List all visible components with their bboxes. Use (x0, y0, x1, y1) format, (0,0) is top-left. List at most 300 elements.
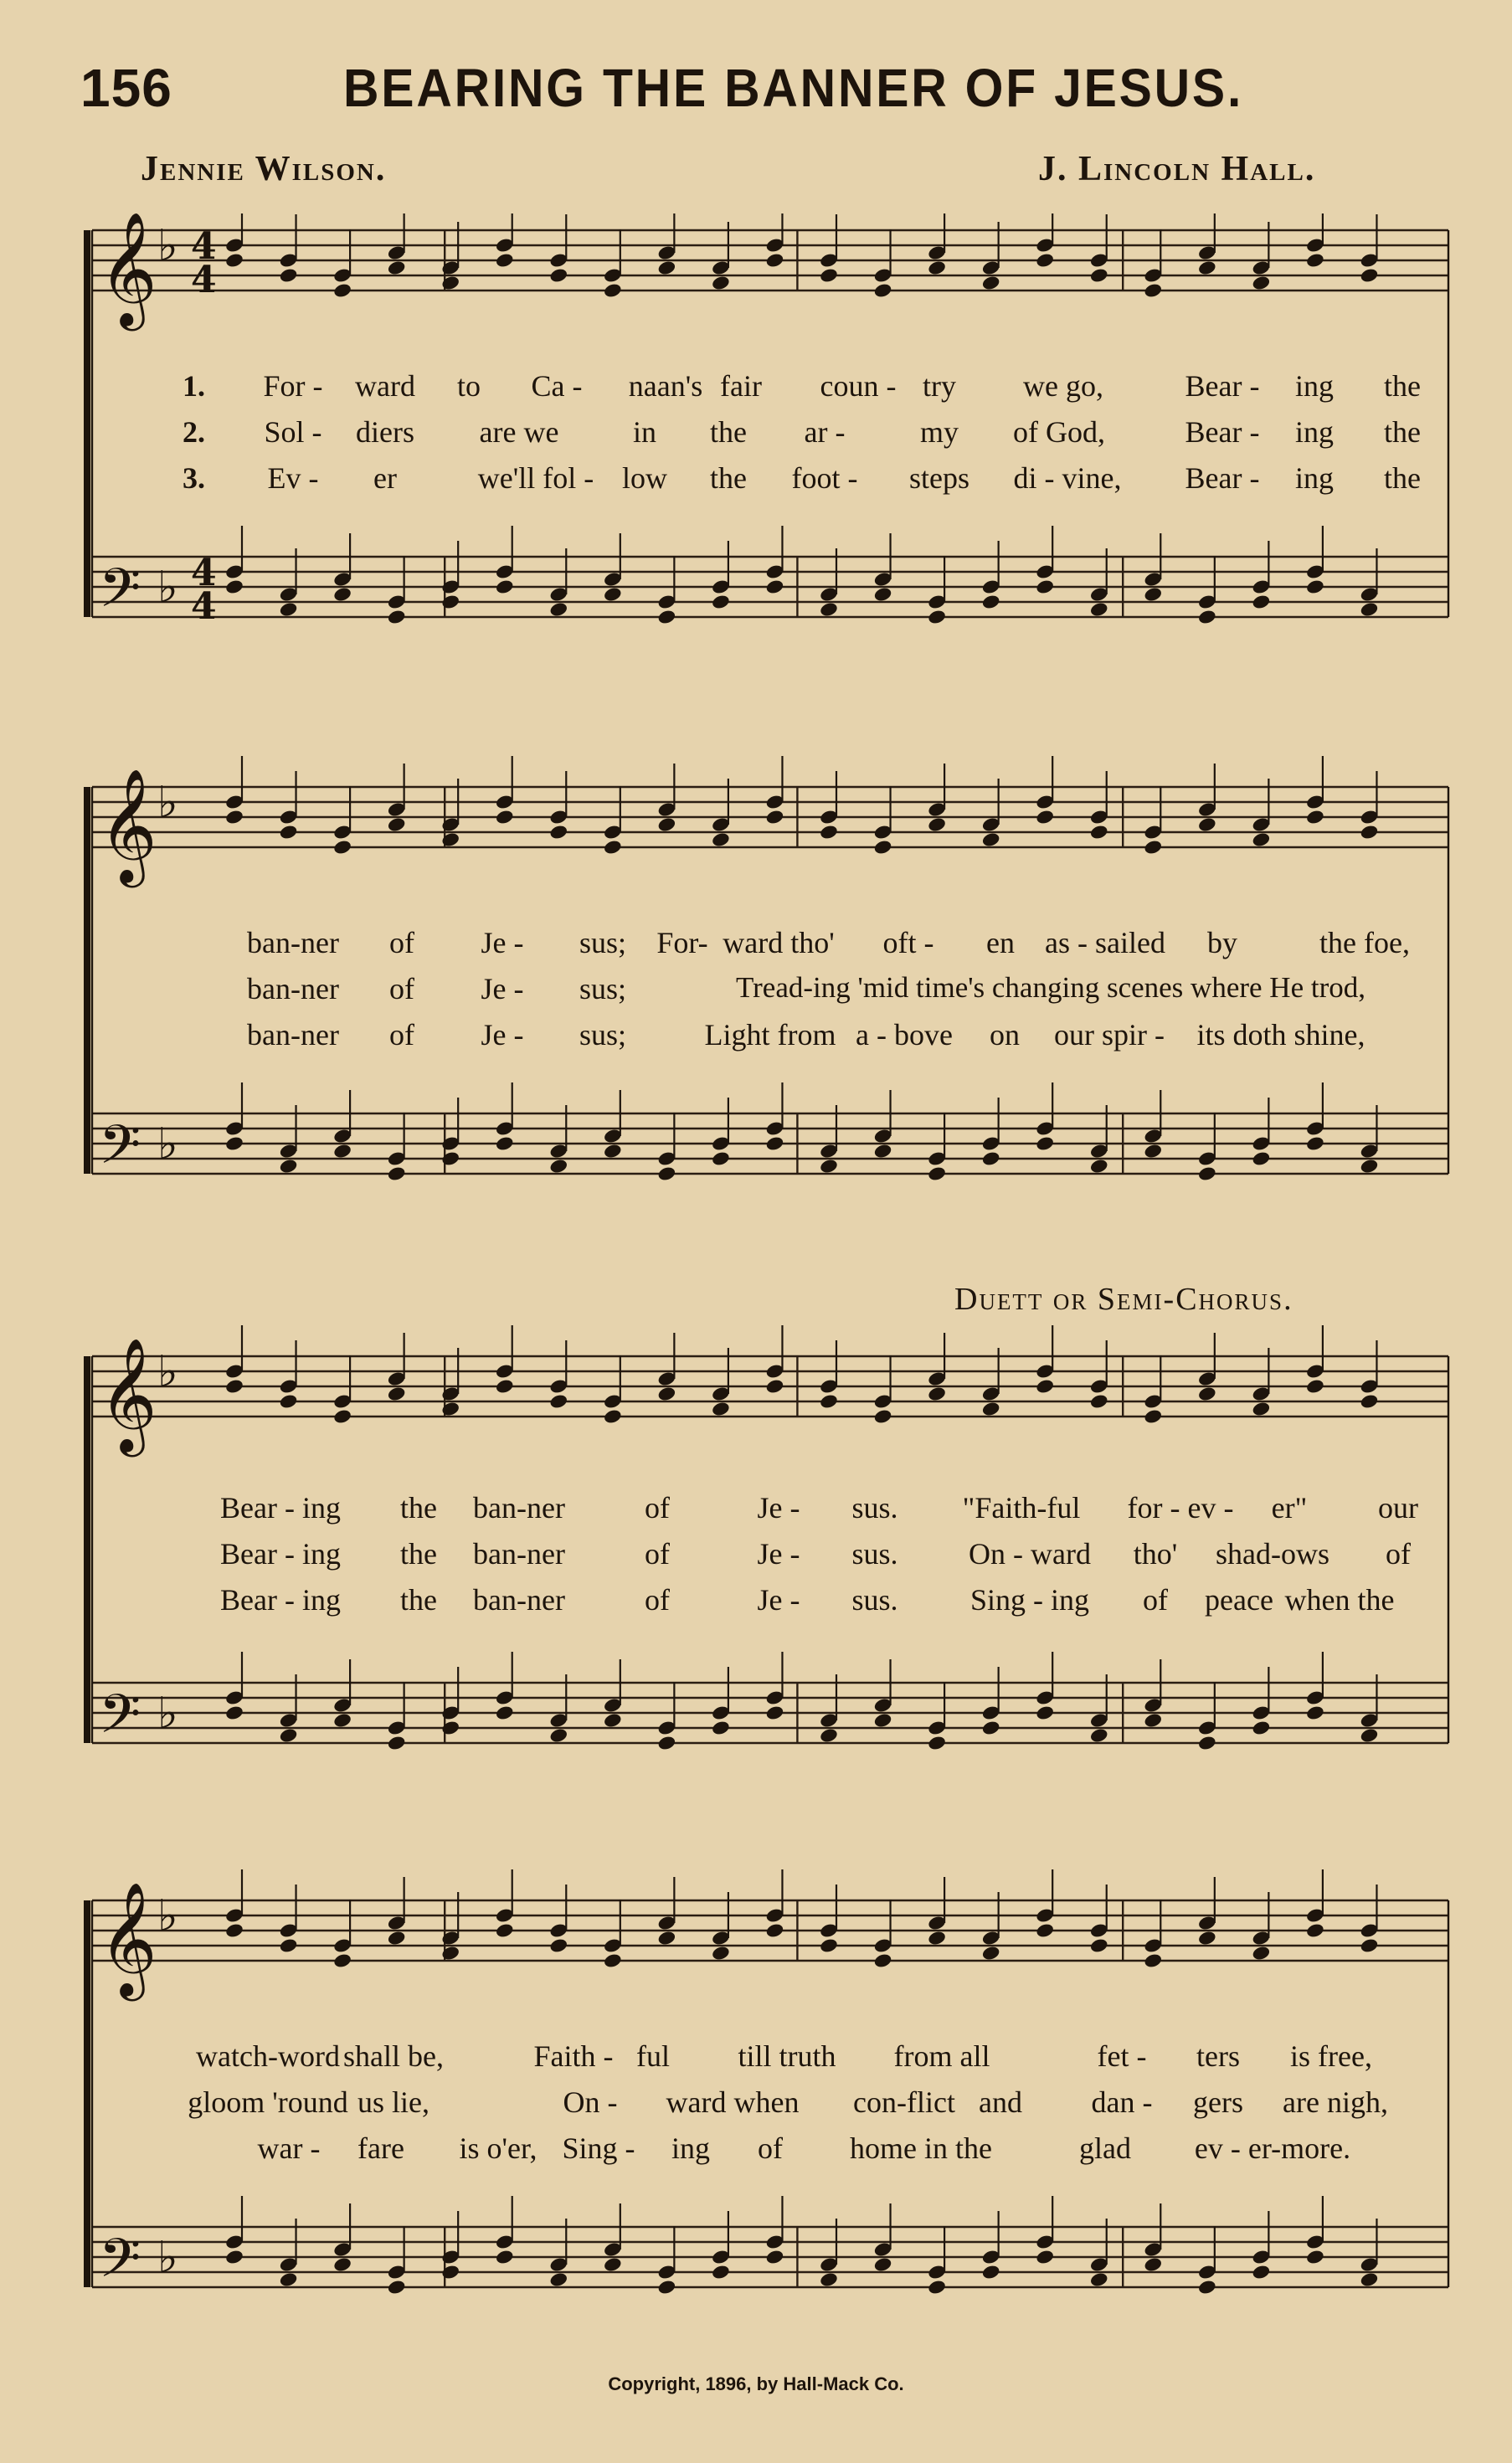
key-signature-flat-icon: ♭ (157, 1689, 178, 1739)
note-head (224, 809, 244, 825)
lyric-syllable: On - ward (969, 1537, 1091, 1571)
lyric-syllable: Bear - (1185, 461, 1260, 495)
lyric-syllable: steps (909, 461, 969, 495)
note-head (1197, 1165, 1217, 1182)
treble-clef-icon: 𝄞 (99, 767, 157, 882)
note-head (495, 252, 515, 269)
note-head (657, 816, 677, 833)
note-head (657, 2279, 677, 2296)
lyric-syllable: fair (720, 369, 762, 403)
lyric-syllable: sus; (579, 972, 627, 1005)
key-signature-flat-icon: ♭ (157, 221, 178, 271)
lyric-syllable: oft - (882, 926, 934, 959)
note-head (1089, 824, 1109, 841)
lyric-syllable: watch-word (196, 2039, 340, 2073)
lyric-syllable: home in the (850, 2131, 992, 2165)
note-head (981, 594, 1001, 610)
note-head (1089, 267, 1109, 284)
note-head (548, 1727, 568, 1744)
note-head (711, 594, 731, 610)
lyric-syllable: us lie, (357, 2085, 429, 2119)
note-head (279, 1727, 299, 1744)
lyric-syllable: sus. (851, 1537, 898, 1571)
lyric-syllable: are we (479, 415, 559, 449)
note-head (981, 2264, 1001, 2280)
note-head (819, 1937, 839, 1954)
note-head (387, 609, 407, 625)
lyric-syllable: naan's (628, 369, 703, 403)
lyric-syllable: the (400, 1491, 437, 1525)
lyric-syllable: Faith - (533, 2039, 614, 2073)
lyric-line (67, 368, 1457, 412)
lyric-syllable: ban-ner (473, 1537, 565, 1571)
note-head (603, 1143, 623, 1160)
verse-number: 3. (183, 461, 205, 495)
note-head (1143, 1408, 1163, 1425)
note-head (279, 601, 299, 618)
note-head (1035, 578, 1055, 595)
composer-credit: J. Lincoln Hall. (1038, 150, 1316, 188)
lyric-syllable: the (1384, 415, 1421, 449)
note-head (819, 1393, 839, 1410)
note-head (873, 282, 893, 299)
lyric-syllable: sus; (579, 1018, 627, 1052)
note-head (819, 824, 839, 841)
note-head (279, 1158, 299, 1175)
note-head (332, 1712, 352, 1729)
note-head (873, 839, 893, 856)
note-head (711, 1150, 731, 1167)
note-head (440, 2264, 460, 2280)
music-system-4 (67, 1859, 1457, 2327)
lyric-syllable: ev - er-more. (1194, 2131, 1351, 2165)
lyric-syllable: as - sailed (1045, 926, 1165, 959)
note-head (548, 1937, 568, 1954)
lyric-syllable: ing (1294, 369, 1335, 403)
time-signature: 4 (191, 552, 217, 594)
note-head (548, 2271, 568, 2288)
lyric-syllable: Bear - (1185, 415, 1260, 449)
note-head (1252, 1401, 1272, 1417)
note-head (440, 1945, 460, 1962)
note-head (1252, 1720, 1272, 1736)
lyric-syllable: Je - (481, 1018, 524, 1052)
lyric-syllable: Bear - ing (220, 1537, 341, 1571)
note-head (224, 1135, 244, 1152)
key-signature-flat-icon: ♭ (157, 2233, 178, 2283)
note-head (224, 1378, 244, 1395)
note-head (765, 1135, 785, 1152)
song-title: BEARING THE BANNER OF JESUS. (343, 58, 1244, 118)
lyric-syllable: its doth shine, (1196, 1018, 1365, 1052)
lyric-syllable: of (389, 1018, 414, 1052)
lyric-syllable: till truth (738, 2039, 836, 2073)
lyric-line (67, 2039, 1457, 2082)
lyric-syllable: by (1207, 926, 1237, 959)
note-head (1089, 601, 1109, 618)
note-head (927, 1386, 947, 1402)
note-head (332, 1143, 352, 1160)
note-head (819, 2271, 839, 2288)
note-head (819, 601, 839, 618)
note-head (603, 2256, 623, 2273)
note-head (387, 2279, 407, 2296)
note-head (927, 2279, 947, 2296)
time-signature: 4 (191, 585, 217, 628)
note-head (1089, 2271, 1109, 2288)
lyric-syllable: Tread-ing 'mid time's changing scenes where He trod, (736, 971, 1365, 1004)
lyric-syllable: Ev - (267, 461, 319, 495)
note-head (1360, 1158, 1380, 1175)
note-head (1305, 1705, 1325, 1721)
lyric-syllable: Je - (757, 1583, 800, 1617)
lyric-syllable: of (389, 926, 414, 959)
note-head (711, 1401, 731, 1417)
note-head (495, 1378, 515, 1395)
note-head (603, 282, 623, 299)
note-head (873, 1712, 893, 1729)
lyric-syllable: we go, (1023, 369, 1103, 403)
note-head (440, 275, 460, 291)
lyric-syllable: on (990, 1018, 1020, 1052)
bass-clef-icon: 𝄢 (99, 2228, 141, 2303)
note-head (1089, 1937, 1109, 1954)
lyric-syllable: ters (1196, 2039, 1240, 2073)
note-head (981, 1150, 1001, 1167)
note-head (1360, 267, 1380, 284)
lyric-syllable: Je - (481, 926, 524, 959)
note-head (927, 260, 947, 276)
note-head (765, 1922, 785, 1939)
note-head (279, 2271, 299, 2288)
note-head (927, 1930, 947, 1946)
lyric-syllable: peace (1205, 1583, 1273, 1617)
note-head (711, 275, 731, 291)
note-head (981, 1720, 1001, 1736)
note-head (603, 839, 623, 856)
note-head (603, 586, 623, 603)
lyric-syllable: low (622, 461, 667, 495)
lyric-syllable: our (1378, 1491, 1418, 1525)
note-head (332, 839, 352, 856)
lyric-syllable: er" (1271, 1491, 1308, 1525)
note-head (332, 1408, 352, 1425)
note-head (548, 267, 568, 284)
lyric-syllable: the (1384, 369, 1421, 403)
note-head (981, 831, 1001, 848)
note-head (1197, 1386, 1217, 1402)
music-system-2 (67, 753, 1457, 1231)
lyric-syllable: glad (1079, 2131, 1131, 2165)
note-head (1360, 2271, 1380, 2288)
section-heading: Duett or Semi-Chorus. (954, 1282, 1293, 1317)
note-head (1360, 1937, 1380, 1954)
note-head (1305, 809, 1325, 825)
lyric-syllable: gloom 'round (188, 2085, 348, 2119)
note-head (1143, 839, 1163, 856)
note-head (927, 1165, 947, 1182)
lyric-syllable: Je - (757, 1537, 800, 1571)
note-head (332, 1952, 352, 1969)
lyric-syllable: of (389, 972, 414, 1005)
note-head (387, 1165, 407, 1182)
lyric-syllable: is o'er, (459, 2131, 537, 2165)
note-head (873, 586, 893, 603)
lyric-line (67, 2085, 1457, 2128)
note-head (1143, 2256, 1163, 2273)
lyric-line (67, 2131, 1457, 2174)
note-head (387, 1386, 407, 1402)
note-head (224, 1922, 244, 1939)
note-head (1360, 1727, 1380, 1744)
lyric-syllable: For - (263, 369, 323, 403)
note-head (332, 282, 352, 299)
note-head (657, 1386, 677, 1402)
note-head (873, 1408, 893, 1425)
treble-clef-icon: 𝄞 (99, 213, 157, 326)
bass-clef-icon: 𝄢 (99, 1684, 141, 1759)
lyric-syllable: "Faith-ful (962, 1491, 1081, 1525)
lyric-syllable: coun - (820, 369, 897, 403)
lyric-syllable: di - vine, (1013, 461, 1122, 495)
lyric-syllable: foot - (791, 461, 858, 495)
note-head (765, 1378, 785, 1395)
note-head (279, 1393, 299, 1410)
time-signature: 4 (191, 225, 217, 268)
note-head (1089, 1158, 1109, 1175)
note-head (819, 1158, 839, 1175)
note-head (1035, 252, 1055, 269)
key-signature-flat-icon: ♭ (157, 778, 178, 828)
lyric-syllable: for - ev - (1127, 1491, 1234, 1525)
lyric-syllable: fet - (1097, 2039, 1147, 2073)
note-head (387, 260, 407, 276)
lyric-syllable: of (1143, 1583, 1168, 1617)
note-head (1252, 2264, 1272, 2280)
note-head (873, 1143, 893, 1160)
note-head (657, 609, 677, 625)
lyric-syllable: we'll fol - (477, 461, 594, 495)
note-head (819, 267, 839, 284)
lyric-syllable: Sing - ing (969, 1583, 1090, 1617)
lyric-syllable: the (1384, 461, 1421, 495)
note-head (1035, 1135, 1055, 1152)
lyric-syllable: gers (1193, 2085, 1243, 2119)
lyric-syllable: try (923, 369, 956, 403)
note-head (440, 1401, 460, 1417)
lyric-syllable: our spir - (1054, 1018, 1165, 1052)
lyric-line (67, 460, 1457, 504)
note-head (981, 1401, 1001, 1417)
lyric-syllable: ban-ner (473, 1491, 565, 1525)
lyric-syllable: and (979, 2085, 1022, 2119)
lyric-line (67, 414, 1457, 458)
music-system-1 (67, 213, 1457, 657)
note-head (1197, 1930, 1217, 1946)
note-head (1143, 1143, 1163, 1160)
note-head (440, 1720, 460, 1736)
note-head (765, 809, 785, 825)
lyric-syllable: fare (357, 2131, 404, 2165)
lyric-line (67, 1536, 1457, 1580)
lyric-syllable: en (986, 926, 1015, 959)
lyric-syllable: ward (355, 369, 415, 403)
note-head (1305, 1378, 1325, 1395)
note-head (1197, 1735, 1217, 1751)
note-head (332, 2256, 352, 2273)
note-head (981, 275, 1001, 291)
note-head (548, 824, 568, 841)
lyric-line (67, 1017, 1457, 1061)
lyric-syllable: ar - (804, 415, 846, 449)
note-head (603, 1712, 623, 1729)
note-head (1035, 1705, 1055, 1721)
note-head (1197, 816, 1217, 833)
note-head (495, 2249, 515, 2265)
note-head (1252, 594, 1272, 610)
lyric-syllable: ward tho' (723, 926, 835, 959)
lyric-syllable: Bear - ing (220, 1491, 341, 1525)
lyric-syllable: of (645, 1537, 670, 1571)
note-head (495, 1705, 515, 1721)
note-head (1197, 2279, 1217, 2296)
lyric-syllable: shad-ows (1216, 1537, 1329, 1571)
note-head (711, 1720, 731, 1736)
key-signature-flat-icon: ♭ (157, 563, 178, 613)
lyric-syllable: ful (636, 2039, 670, 2073)
note-head (873, 2256, 893, 2273)
lyric-syllable: the (710, 415, 747, 449)
note-head (1252, 831, 1272, 848)
lyric-syllable: is free, (1290, 2039, 1372, 2073)
note-head (1305, 1922, 1325, 1939)
note-head (1143, 282, 1163, 299)
note-head (603, 1952, 623, 1969)
note-head (224, 2249, 244, 2265)
note-head (1360, 601, 1380, 618)
lyric-syllable: to (456, 369, 481, 403)
note-head (224, 1705, 244, 1721)
note-head (440, 594, 460, 610)
note-head (1305, 1135, 1325, 1152)
note-head (765, 252, 785, 269)
lyric-syllable: On - (563, 2085, 618, 2119)
note-head (1035, 1922, 1055, 1939)
lyric-syllable: the (400, 1583, 437, 1617)
lyric-syllable: con-flict (853, 2085, 955, 2119)
note-head (387, 1735, 407, 1751)
lyric-syllable: Light from (704, 1018, 836, 1052)
note-head (927, 816, 947, 833)
lyric-syllable: from all (893, 2039, 990, 2073)
note-head (657, 1165, 677, 1182)
note-head (1252, 275, 1272, 291)
lyric-syllable: in (632, 415, 657, 449)
note-head (548, 601, 568, 618)
lyric-syllable: the foe, (1319, 926, 1410, 959)
note-head (1035, 2249, 1055, 2265)
lyric-syllable: ban-ner (247, 972, 339, 1005)
verse-number: 2. (183, 415, 205, 449)
note-head (927, 609, 947, 625)
copyright-notice: Copyright, 1896, by Hall-Mack Co. (608, 2373, 904, 2394)
lyric-syllable: are nigh, (1283, 2085, 1388, 2119)
lyric-syllable: of (758, 2131, 783, 2165)
lyric-syllable: Bear - (1185, 369, 1260, 403)
note-head (1360, 824, 1380, 841)
lyric-syllable: Sing - (562, 2131, 635, 2165)
note-head (711, 1945, 731, 1962)
note-head (657, 260, 677, 276)
lyric-line (67, 925, 1457, 969)
note-head (981, 1945, 1001, 1962)
lyric-syllable: er (373, 461, 397, 495)
lyric-syllable: Bear - ing (220, 1583, 341, 1617)
note-head (1197, 260, 1217, 276)
lyric-syllable: of (645, 1583, 670, 1617)
verse-number: 1. (183, 369, 205, 403)
note-head (819, 1727, 839, 1744)
note-head (548, 1158, 568, 1175)
lyric-syllable: the (710, 461, 747, 495)
lyric-syllable: ban-ner (247, 926, 339, 959)
lyric-syllable: sus; (579, 926, 627, 959)
author-credit: Jennie Wilson. (141, 150, 387, 188)
note-head (657, 1930, 677, 1946)
lyric-line (67, 1490, 1457, 1534)
note-head (765, 2249, 785, 2265)
lyric-syllable: Je - (481, 972, 524, 1005)
key-signature-flat-icon: ♭ (157, 1347, 178, 1397)
note-head (1305, 252, 1325, 269)
note-head (495, 578, 515, 595)
note-head (765, 1705, 785, 1721)
note-head (279, 824, 299, 841)
key-signature-flat-icon: ♭ (157, 1119, 178, 1170)
lyric-syllable: shall be, (343, 2039, 444, 2073)
note-head (1089, 1393, 1109, 1410)
note-head (765, 578, 785, 595)
lyric-syllable: tho' (1133, 1537, 1178, 1571)
lyric-syllable: ing (671, 2131, 711, 2165)
lyric-syllable: war - (257, 2131, 321, 2165)
note-head (1143, 1712, 1163, 1729)
bass-clef-icon: 𝄢 (99, 558, 141, 633)
note-head (1143, 586, 1163, 603)
music-system-3 (67, 1323, 1457, 1775)
lyric-syllable: dan - (1091, 2085, 1153, 2119)
lyric-syllable: of God, (1013, 415, 1105, 449)
note-head (495, 1922, 515, 1939)
note-head (1035, 1378, 1055, 1395)
lyric-syllable: ban-ner (247, 1018, 339, 1052)
lyric-syllable: of (1386, 1537, 1411, 1571)
page-number: 156 (80, 58, 172, 118)
note-head (224, 252, 244, 269)
note-head (927, 1735, 947, 1751)
lyric-line (67, 1582, 1457, 1626)
note-head (711, 831, 731, 848)
note-head (279, 267, 299, 284)
lyric-syllable: of (645, 1491, 670, 1525)
treble-clef-icon: 𝄞 (99, 1880, 157, 1996)
time-signature: 4 (191, 259, 217, 301)
lyric-syllable: sus. (851, 1491, 898, 1525)
lyric-syllable: Sol - (264, 415, 322, 449)
lyric-syllable: ing (1294, 461, 1335, 495)
lyric-line (67, 971, 1457, 1015)
note-head (1035, 809, 1055, 825)
